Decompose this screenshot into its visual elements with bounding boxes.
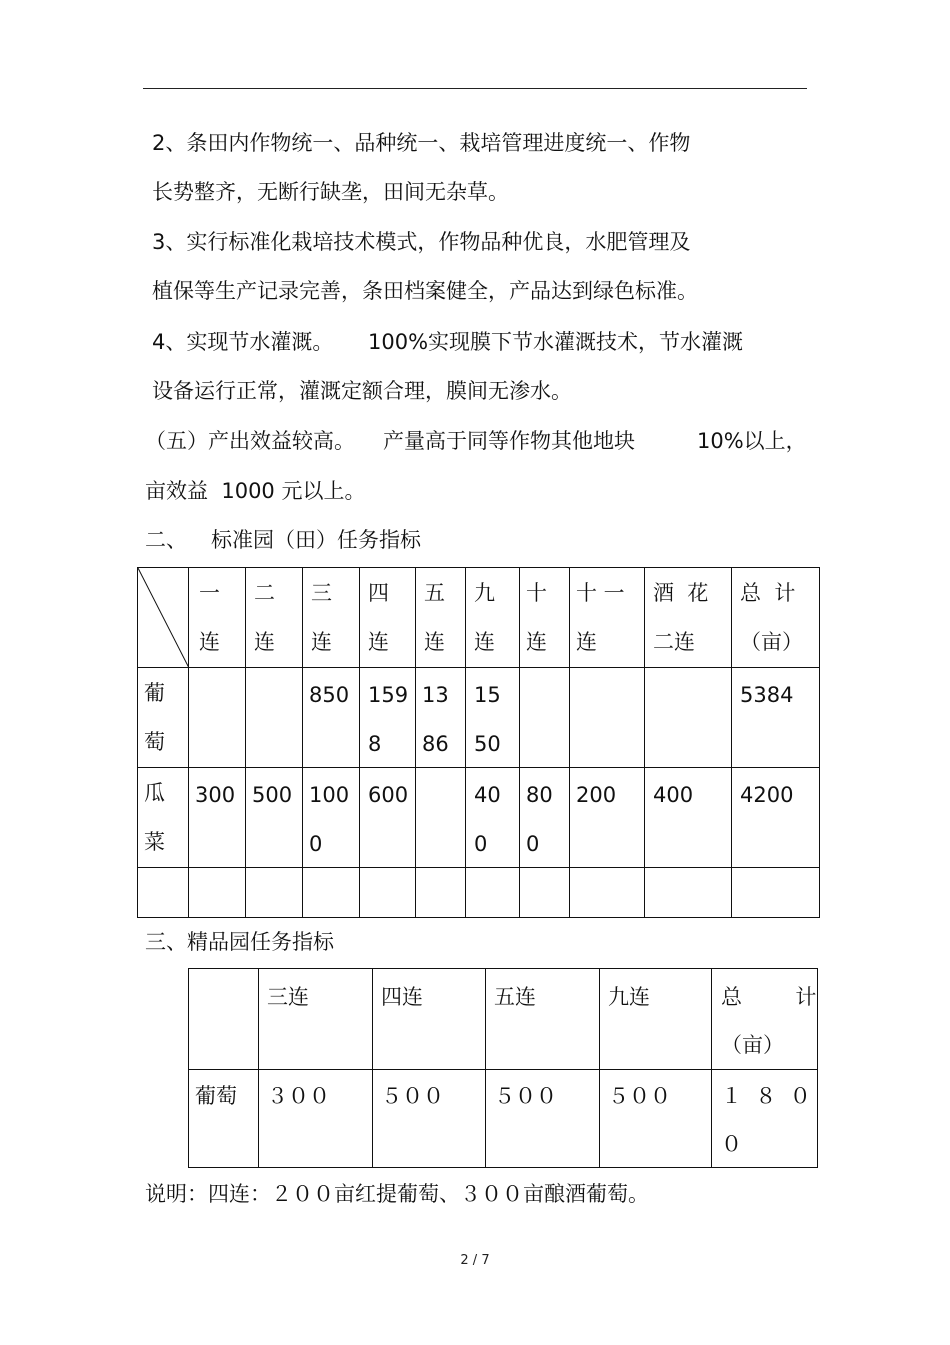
table-row-grape [138,668,820,768]
table-cell: 300 [189,768,246,868]
table-cell: 13 86 [416,668,466,768]
para-4-line-2: 设备运行正常，灌溉定额合理，膜间无渗水。 [152,379,572,403]
table-cell: 4200 [732,768,820,868]
table-cell [416,868,466,918]
header-rule [143,88,807,89]
table-cell [189,668,246,768]
table-cell [520,868,570,918]
table-cell: ５００ [600,1070,712,1168]
para-3-line-1: 3、实行标准化栽培技术模式，作物品种优良，水肥管理及 [152,230,691,254]
premium-row-grape [189,1070,818,1168]
header-cell-7: 十 连 [520,568,570,668]
table-cell [570,668,645,768]
header-cell-8: 十 一 连 [570,568,645,668]
table-cell: 500 [246,768,303,868]
row-label-grape: 葡 萄 [138,668,189,768]
table-cell: 600 [360,768,416,868]
table-cell [466,868,520,918]
table-cell [138,868,189,918]
section-3-title: 三、精品园任务指标 [145,930,334,954]
premium-garden-table [188,968,818,1168]
premium-header-cell-1: 三连 [259,969,373,1070]
table-cell: 100 0 [303,768,360,868]
table-cell [570,868,645,918]
standard-garden-table [137,567,820,918]
header-cell-5: 五 连 [416,568,466,668]
table-cell [246,668,303,768]
premium-header-cell-5: 总 计 （亩） [712,969,818,1070]
section-2-number: 二、 [145,528,187,552]
note-text: 说明：四连：２００亩红提葡萄、３００亩酿酒葡萄。 [145,1182,649,1206]
para-5-line-1a: （五）产出效益较高。 [145,429,355,453]
table-cell [189,868,246,918]
page-number: 2 / 7 [460,1253,490,1268]
table-cell: 159 8 [360,668,416,768]
table-cell: 850 [303,668,360,768]
premium-header-row [189,969,818,1070]
table-cell [416,768,466,868]
para-4-line-1b: 100%实现膜下节水灌溉技术，节水灌溉 [368,330,744,354]
premium-corner-cell [189,969,259,1070]
para-2-line-2: 长势整齐，无断行缺垄，田间无杂草。 [152,180,509,204]
table-cell: 80 0 [520,768,570,868]
header-cell-3: 三 连 [303,568,360,668]
para-5-line-2: 亩效益 1000 元以上。 [145,479,366,503]
premium-row-label-grape: 葡萄 [189,1070,259,1168]
table-cell: 200 [570,768,645,868]
header-cell-9: 酒 花 二连 [645,568,732,668]
table-cell: ５００ [486,1070,600,1168]
table-cell: １ ８ ０ ０ [712,1070,818,1168]
table-cell: 40 0 [466,768,520,868]
diagonal-line [138,568,189,668]
para-2-line-1: 2、条田内作物统一、品种统一、栽培管理进度统一、作物 [152,131,691,155]
table-row-melon-vegetable [138,768,820,868]
table-cell: 5384 [732,668,820,768]
table-cell: 15 50 [466,668,520,768]
table-cell [645,668,732,768]
section-2-title: 标准园（田）任务指标 [211,528,421,552]
table-cell [645,868,732,918]
table-row-empty [138,868,820,918]
header-cell-4: 四 连 [360,568,416,668]
diagonal-corner-cell [138,568,189,668]
para-4-line-1a: 4、实现节水灌溉。 [152,330,334,354]
header-cell-10: 总 计 （亩） [732,568,820,668]
premium-header-cell-2: 四连 [373,969,486,1070]
row-label-melon-vegetable: 瓜 菜 [138,768,189,868]
table-cell [303,868,360,918]
para-3-line-2: 植保等生产记录完善，条田档案健全，产品达到绿色标准。 [152,279,698,303]
table-cell [732,868,820,918]
table-cell [360,868,416,918]
table-cell: ３００ [259,1070,373,1168]
table-cell: 400 [645,768,732,868]
header-cell-2: 二 连 [246,568,303,668]
para-5-line-1b: 产量高于同等作物其他地块 [383,429,635,453]
header-cell-1: 一 连 [189,568,246,668]
premium-header-cell-3: 五连 [486,969,600,1070]
para-5-line-1c: 10%以上， [697,429,807,453]
header-cell-6: 九 连 [466,568,520,668]
table-cell [520,668,570,768]
table-cell [246,868,303,918]
header-row [138,568,820,668]
premium-header-cell-4: 九连 [600,969,712,1070]
table-cell: ５００ [373,1070,486,1168]
